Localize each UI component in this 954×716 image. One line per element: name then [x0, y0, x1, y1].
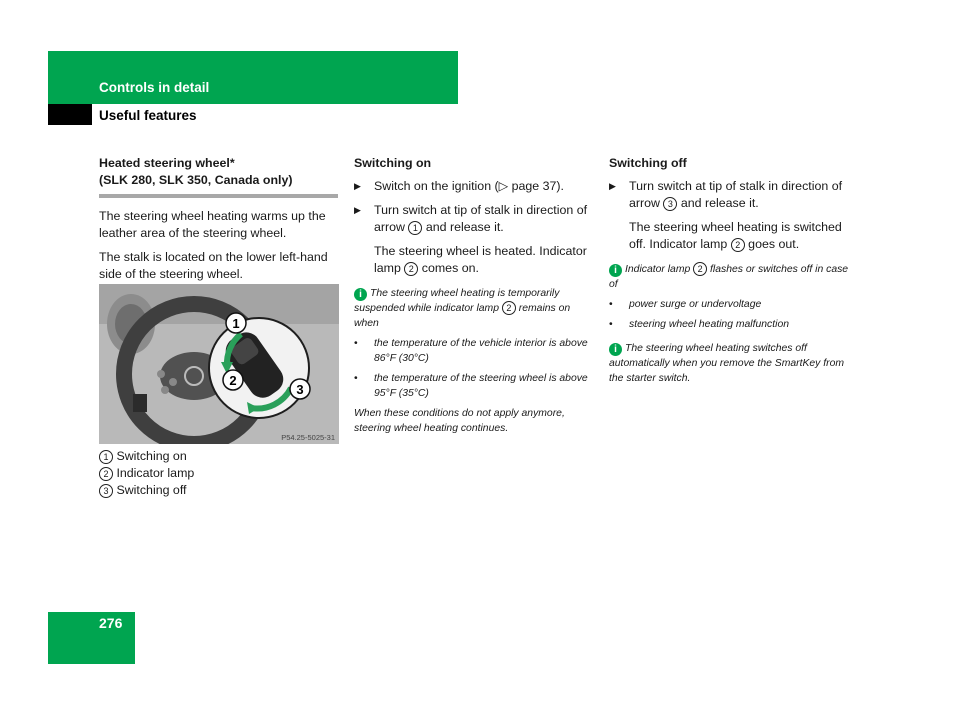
number-1-icon: 1 [408, 221, 422, 235]
number-2-icon: 2 [404, 262, 418, 276]
info-icon: i [354, 288, 367, 301]
list-item: • the temperature of the steering wheel is above 95°F (35°C) [354, 373, 588, 399]
step-1: ▶ Switch on the ignition (▷ page 37). [354, 179, 564, 193]
triangle-right-icon: ▶ [354, 181, 361, 191]
number-2-icon: 2 [693, 262, 707, 276]
list-item: • power surge or undervoltage [609, 299, 762, 310]
header-bar [48, 51, 458, 104]
closing-note: When these conditions do not apply anymore, steering wheel heating continues. [354, 408, 565, 434]
list-item: • steering wheel heating malfunction [609, 319, 789, 330]
list-item: • the temperature of the vehicle interior is above 86°F (30°C) [354, 338, 588, 364]
column-2 [354, 155, 594, 436]
page-number: 276 [99, 615, 123, 631]
subsection-title: Useful features [99, 108, 197, 123]
number-3-icon: 3 [663, 197, 677, 211]
number-2-icon: 2 [731, 238, 745, 252]
section-title: Controls in detail [99, 80, 210, 95]
number-1-icon: 1 [99, 450, 113, 464]
step-2: ▶ Turn switch at tip of stalk in direction of arrow 1 and release it. [354, 203, 588, 234]
column-3 [609, 155, 849, 386]
number-2-icon: 2 [99, 467, 113, 481]
info-icon: i [609, 264, 622, 277]
heading-line-2: (SLK 280, SLK 350, Canada only) [99, 173, 293, 187]
number-2-icon: 2 [502, 301, 516, 315]
intro-paragraph: The steering wheel heating warms up the leather area of the steering wheel. [99, 209, 326, 240]
column-1 [99, 155, 338, 283]
result-text: The steering wheel is heated. Indicator lamp 2 comes on. [374, 244, 587, 275]
step-1: ▶ Turn switch at tip of stalk in direction of arrow 3 and release it. [609, 179, 843, 210]
figure-legend [99, 448, 338, 499]
legend-item: 3 Switching off [99, 482, 338, 499]
switching-off-heading: Switching off [609, 156, 687, 170]
location-paragraph: The stalk is located on the lower left-hand side of the steering wheel. [99, 250, 328, 281]
info-icon: i [609, 343, 622, 356]
svg-text:2: 2 [229, 373, 237, 388]
info-note: i Indicator lamp 2 flashes or switches off in case of [609, 264, 849, 290]
image-code: P54.25-5025-31 [281, 433, 335, 442]
section-tab-marker [48, 104, 92, 125]
number-3-icon: 3 [99, 484, 113, 498]
triangle-right-icon: ▶ [609, 181, 616, 191]
result-text: The steering wheel heating is switched off. Indicator lamp 2 goes out. [629, 220, 842, 251]
heading-rule [99, 194, 338, 198]
heading-line-1: Heated steering wheel* [99, 156, 235, 170]
switching-on-heading: Switching on [354, 156, 432, 170]
legend-item: 2 Indicator lamp [99, 465, 338, 482]
info-note: i The steering wheel heating switches off automatically when you remove the SmartKey from the starter switch. [609, 343, 845, 384]
steering-wheel-photo [99, 284, 339, 444]
svg-text:3: 3 [296, 382, 304, 397]
legend-item: 1 Switching on [99, 448, 338, 465]
info-note: i The steering wheel heating is temporarily suspended while indicator lamp 2 remains on when [354, 288, 571, 329]
triangle-right-icon: ▶ [354, 205, 361, 215]
svg-text:1: 1 [232, 316, 240, 331]
